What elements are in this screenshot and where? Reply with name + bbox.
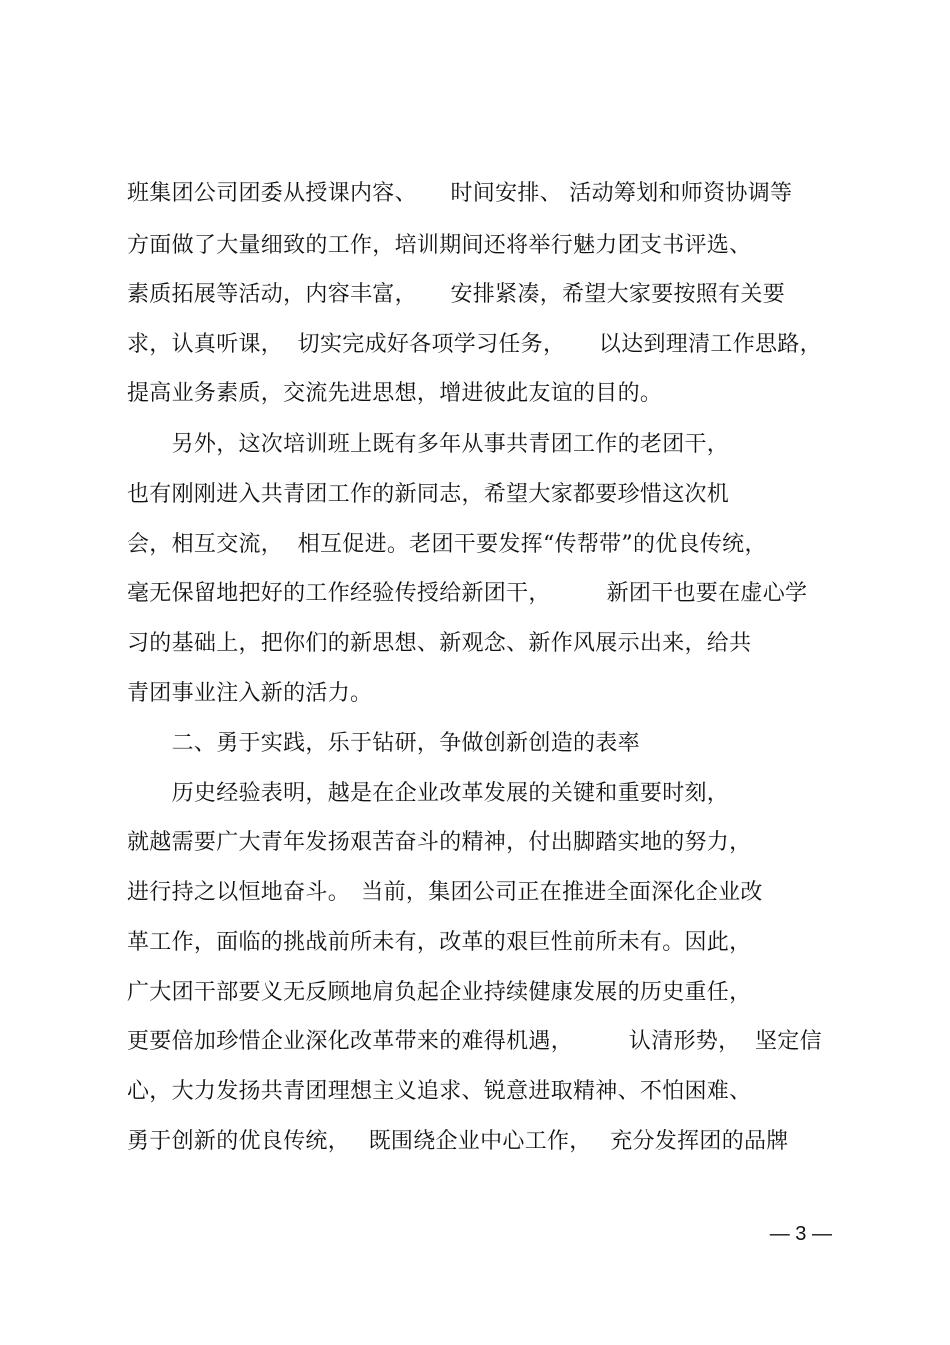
page-number: — 3 — bbox=[769, 1223, 832, 1245]
section-heading: 二、勇于实践，乐于钻研，争做创新创造的表率 bbox=[127, 731, 640, 756]
text-line: 素质拓展等活动，内容丰富， 安排紧凑，希望大家要按照有关要 bbox=[127, 282, 786, 307]
text-line: 提高业务素质，交流先进思想，增进彼此友谊的目的。 bbox=[127, 381, 663, 406]
text-line: 会，相互交流， 相互促进。老团干要发挥“传帮带”的优良传统， bbox=[127, 532, 767, 557]
text-line: 也有刚刚进入共青团工作的新同志，希望大家都要珍惜这次机 bbox=[127, 482, 730, 507]
text-line: 另外，这次培训班上既有多年从事共青团工作的老团干， bbox=[127, 432, 730, 457]
text-line: 广大团干部要义无反顾地肩负起企业持续健康发展的历史重任， bbox=[127, 980, 752, 1005]
text-line: 革工作，面临的挑战前所未有，改革的艰巨性前所未有。因此， bbox=[127, 930, 752, 955]
text-line: 进行持之以恒地奋斗。 当前，集团公司正在推进全面深化企业改 bbox=[127, 880, 763, 905]
text-line: 青团事业注入新的活力。 bbox=[127, 681, 373, 706]
text-line: 心，大力发扬共青团理想主义追求、锐意进取精神、不怕困难、 bbox=[127, 1079, 752, 1104]
text-line: 习的基础上，把你们的新思想、新观念、新作风展示出来，给共 bbox=[127, 631, 752, 656]
text-line: 毫无保留地把好的工作经验传授给新团干， 新团干也要在虚心学 bbox=[127, 581, 808, 606]
text-line: 求，认真听课， 切实完成好各项学习任务， 以达到理清工作思路， bbox=[127, 332, 822, 357]
text-line: 就越需要广大青年发扬艰苦奋斗的精神，付出脚踏实地的努力， bbox=[127, 830, 752, 855]
text-line: 班集团公司团委从授课内容、 时间安排、 活动筹划和师资协调等 bbox=[127, 181, 793, 206]
text-line: 历史经验表明，越是在企业改革发展的关键和重要时刻， bbox=[127, 781, 730, 806]
text-line: 更要倍加珍惜企业深化改革带来的难得机遇， 认清形势， 坚定信 bbox=[127, 1029, 822, 1054]
text-line: 勇于创新的优良传统， 既围绕企业中心工作， 充分发挥团的品牌 bbox=[127, 1129, 789, 1154]
text-line: 方面做了大量细致的工作，培训期间还将举行魅力团支书评选、 bbox=[127, 233, 752, 258]
